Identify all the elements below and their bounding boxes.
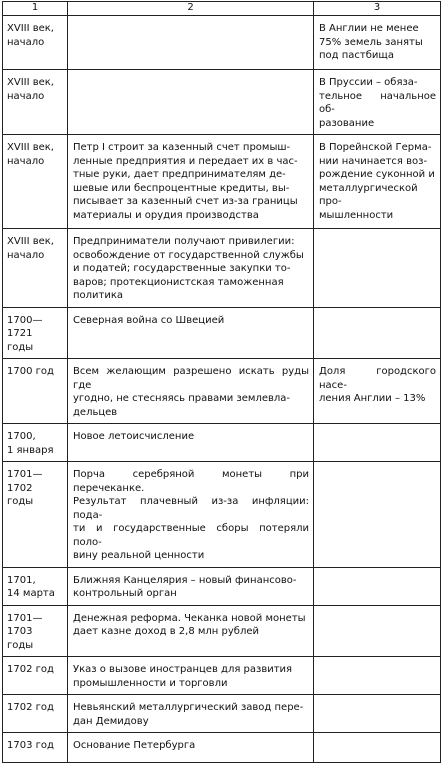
date-cell: XVIII век, начало	[7, 142, 54, 167]
event-cell	[68, 70, 313, 80]
date-cell: 1703 год	[7, 740, 54, 751]
table-row	[3, 567, 441, 605]
event-cell: Невьянский металлургический завод пере- дан Демидову	[73, 702, 304, 727]
note-cell	[314, 308, 440, 318]
event-cell: Денежная реформа. Чеканка новой монеты дает казне доход в 2,8 млн рублей	[73, 612, 306, 637]
date-cell: 1701—1702 годы	[7, 469, 43, 507]
date-cell: XVIII век, начало	[7, 77, 54, 102]
table-row	[3, 605, 441, 657]
table-header-row	[3, 2, 441, 16]
column-header-1: 1	[3, 2, 68, 16]
note-cell	[314, 424, 440, 434]
column-header-2: 2	[68, 2, 314, 16]
table-row	[3, 695, 441, 733]
note-cell: В Пруссии – обяза- тельное начальное об- разование	[319, 77, 436, 129]
event-cell: Предприниматели получают привилегии: освобождение от государственной службы и податей; государственные закупки то- варов; протекционистская таможенная политика	[73, 236, 304, 301]
note-cell	[314, 568, 440, 578]
event-cell: Северная война со Швецией	[73, 314, 225, 326]
note-cell	[314, 462, 440, 472]
date-cell: XVIII век, начало	[7, 23, 54, 48]
date-cell: 1702 год	[7, 702, 54, 713]
date-cell: 1700 год	[7, 366, 54, 377]
event-cell: Порча серебряной монеты при перечеканке. Результат плачевный из-за инфляции: пода- ти и государственные сборы потеряли поло- вину реальной ценности	[73, 469, 309, 561]
note-cell	[314, 229, 440, 239]
date-cell: 1701, 14 марта	[7, 574, 55, 599]
table-row	[3, 359, 441, 424]
note-cell: Доля городского насе- ления Англии – 13%	[319, 366, 436, 404]
date-cell: 1701—1703 годы	[7, 612, 43, 651]
note-cell	[314, 733, 440, 743]
table-row	[3, 135, 441, 229]
date-cell: 1702 год	[7, 664, 54, 675]
table-row	[3, 424, 441, 462]
table-row	[3, 462, 441, 568]
table-row	[3, 657, 441, 695]
event-cell	[68, 16, 313, 26]
date-cell: XVIII век, начало	[7, 236, 54, 261]
event-cell: Основание Петербурга	[73, 740, 196, 751]
note-cell	[314, 657, 440, 667]
column-header-3: 3	[314, 2, 441, 16]
event-cell: Всем желающим разрешено искать руды где угодно, не стесняясь правами землевла- дельцев	[73, 366, 309, 418]
table-row	[3, 733, 441, 763]
note-cell	[314, 606, 440, 616]
table-row	[3, 16, 441, 70]
note-cell: В Порейнской Герма- нии начинается воз- рождение суконной и металлургической про- мышленности	[319, 142, 435, 221]
chronology-table	[2, 1, 441, 763]
date-cell: 1700—1721 годы	[7, 314, 43, 353]
note-cell: В Англии не менее 75% земель заняты под пастбища	[319, 23, 423, 61]
event-cell: Ближняя Канцелярия – новый финансово- контрольный орган	[73, 574, 297, 599]
event-cell: Указ о вызове иностранцев для развития промышленности и торговли	[73, 664, 293, 689]
date-cell: 1700, 1 января	[7, 431, 54, 456]
table-row	[3, 229, 441, 308]
table-row	[3, 70, 441, 135]
event-cell: Петр I строит за казенный счет промыш- ленные предприятия и передает их в час- тные руки, дает предпринимателям де- шевые или беспроцентные кредиты, вы- писывает за казенный счет из-за границы материалы и орудия производства	[73, 142, 298, 221]
table-row	[3, 307, 441, 359]
event-cell: Новое летоисчисление	[73, 431, 195, 442]
